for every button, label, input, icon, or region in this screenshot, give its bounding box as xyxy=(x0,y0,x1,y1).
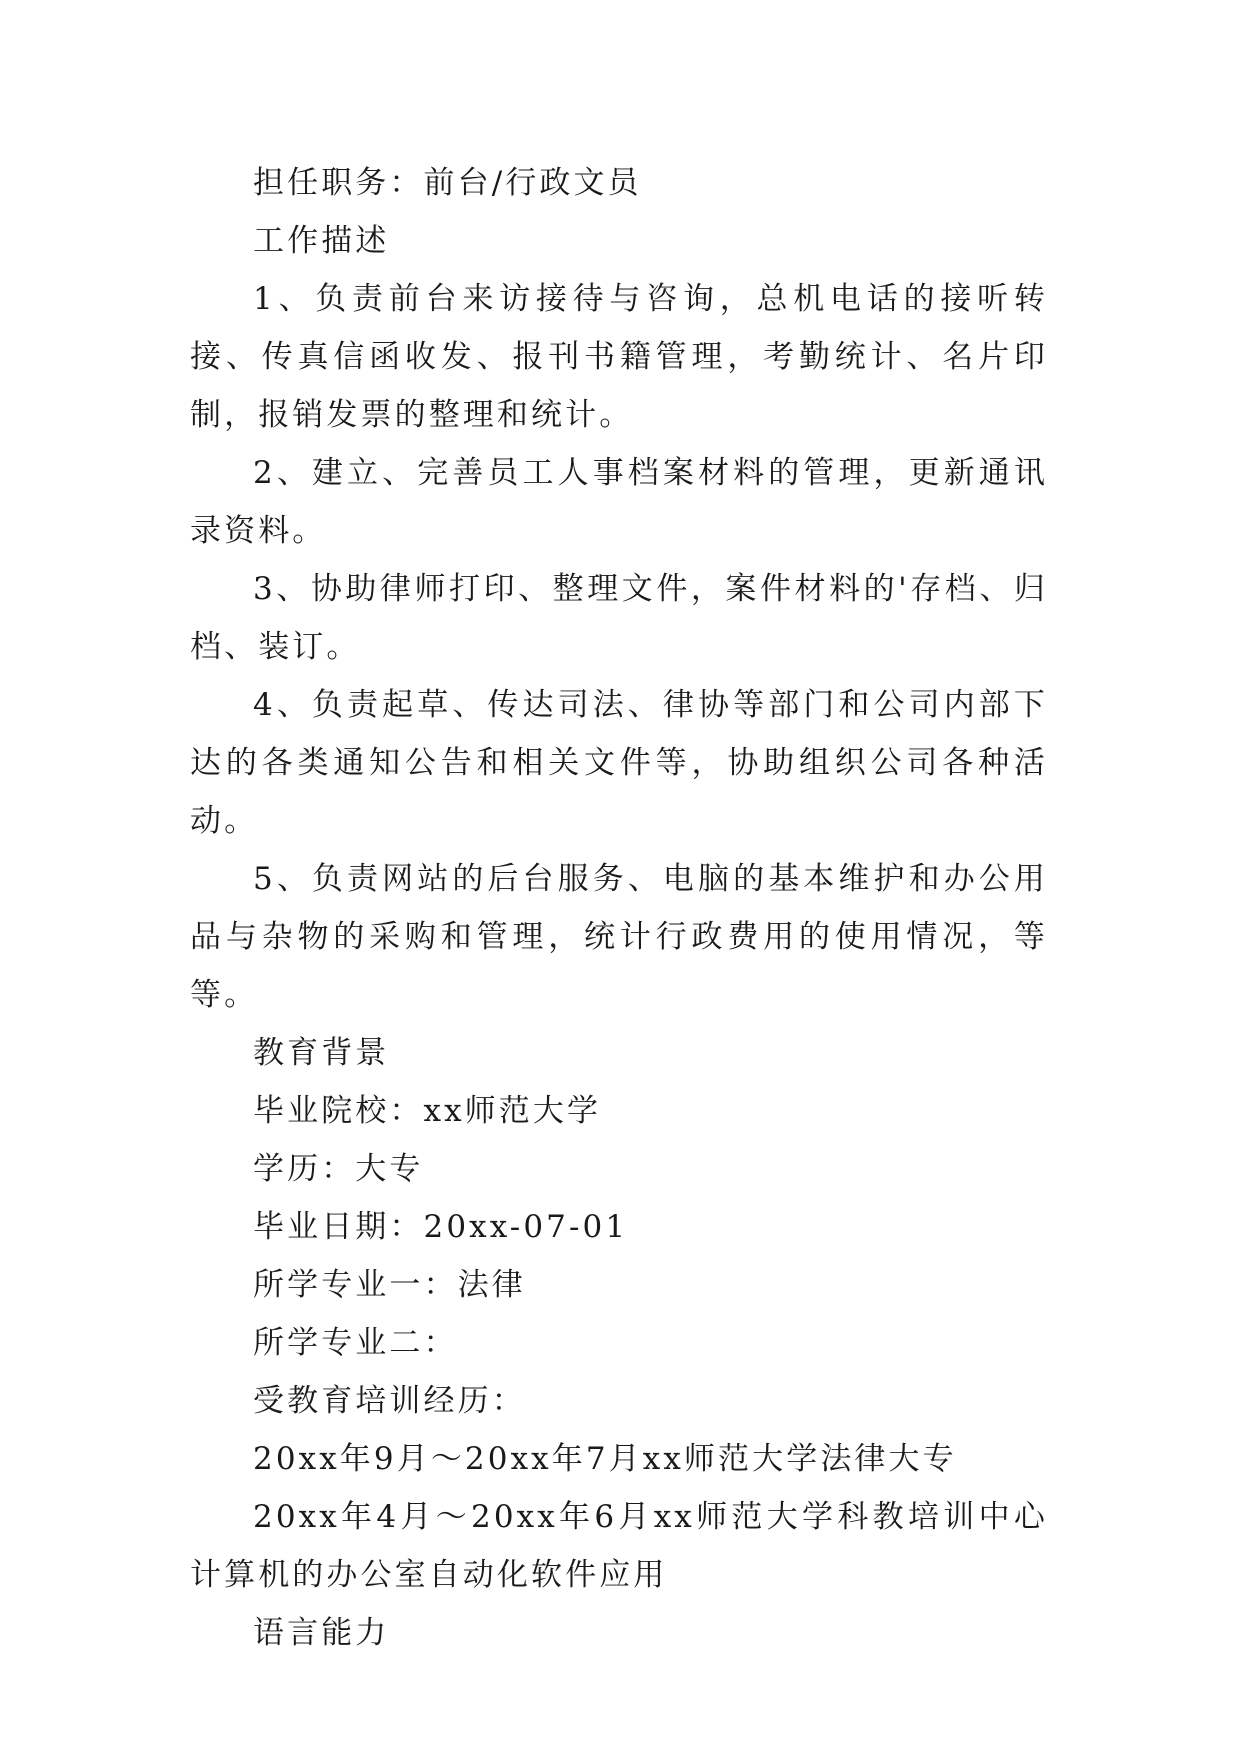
document-body xyxy=(190,154,1048,1662)
graduation-date-line: 毕业日期：20xx-07-01 xyxy=(253,1209,629,1245)
duty-item: 2、建立、完善员工人事档案材料的管理，更新通讯录资料。 xyxy=(190,455,1048,549)
position-line: 担任职务：前台/行政文员 xyxy=(253,165,642,201)
training-item: 20xx年9月～20xx年7月xx师范大学法律大专 xyxy=(253,1441,957,1477)
training-item: 20xx年4月～20xx年6月xx师范大学科教培训中心计算机的办公室自动化软件应用 xyxy=(190,1499,1048,1593)
education-heading: 教育背景 xyxy=(253,1035,390,1071)
school-line: 毕业院校：xx师范大学 xyxy=(253,1093,602,1129)
major-one-line: 所学专业一：法律 xyxy=(253,1267,526,1303)
training-heading: 受教育培训经历： xyxy=(253,1383,526,1419)
major-two-line: 所学专业二： xyxy=(253,1325,458,1361)
duty-item: 3、协助律师打印、整理文件，案件材料的'存档、归档、装订。 xyxy=(190,571,1048,665)
duty-item: 4、负责起草、传达司法、律协等部门和公司内部下达的各类通知公告和相关文件等，协助组织公司各种活动。 xyxy=(190,687,1048,839)
duty-item: 1、负责前台来访接待与咨询，总机电话的接听转接、传真信函收发、报刊书籍管理，考勤统计、名片印制，报销发票的整理和统计。 xyxy=(190,281,1048,433)
language-heading: 语言能力 xyxy=(253,1615,390,1651)
duty-item: 5、负责网站的后台服务、电脑的基本维护和办公用品与杂物的采购和管理，统计行政费用的使用情况，等等。 xyxy=(190,861,1048,1013)
degree-line: 学历：大专 xyxy=(253,1151,424,1187)
work-description-heading: 工作描述 xyxy=(253,223,390,259)
